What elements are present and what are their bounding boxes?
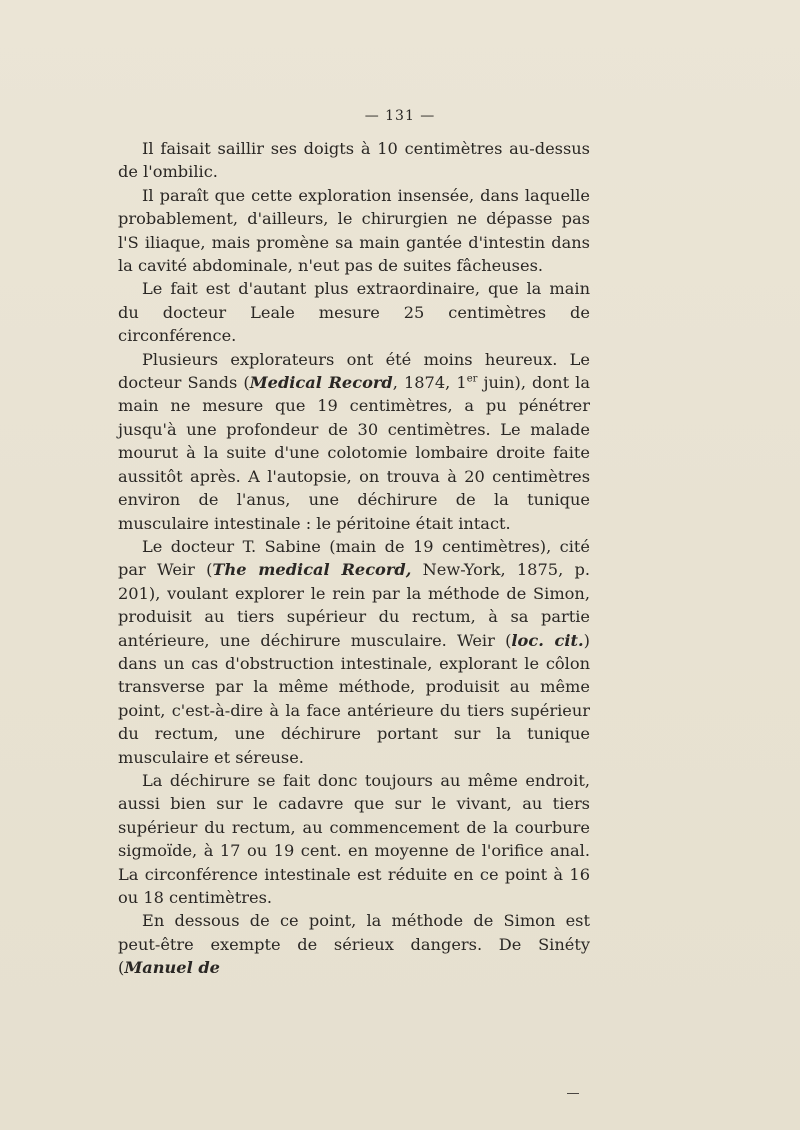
text-run: Le docteur T. Sabine (main de 19 centimètres), cité par Weir (: [118, 536, 590, 580]
text-run: En dessous de ce point, la méthode de Simon est peut-être exempte de sérieux dangers. De Sinéty (: [118, 911, 590, 978]
italic-citation: The medical Record,: [212, 560, 412, 580]
paragraph: [118, 348, 590, 535]
text-run: Plusieurs explorateurs ont été moins heureux. Le docteur Sands (: [118, 349, 590, 393]
text-run: ) dans un cas d'obstruction intestinale, explorant le côlon transverse par la même méthode, produisit au même point, c'est-à-dire à la face antérieure du tiers supérieur du rectum, une déchirure portant sur la tunique musculaire et séreuse.: [118, 630, 590, 767]
superscript: er: [466, 373, 478, 385]
text-run: Il faisait saillir ses doigts à 10 centimètres au-dessus de l'ombilic.: [118, 139, 590, 182]
text-run: juin), dont la main ne mesure que 19 centimètres, a pu pénétrer jusqu'à une profondeur de 30 centimètres. Le malade mourut à la suite d'une colotomie lombaire droite faite aussitôt après. A l'autopsie, on trouva à 20 centimètres environ de l'anus, une déchirure de la tunique musculaire intestinale : le péritoine était intact.: [118, 373, 590, 533]
text-run: La déchirure se fait donc toujours au même endroit, aussi bien sur le cadavre que sur le vivant, au tiers supérieur du rectum, au commencement de la courbure sigmoïde, à 17 ou 19 cent. en moyenne de l'orifice anal. La circonférence intestinale est réduite en ce point à 16 ou 18 centimètres.: [118, 770, 590, 907]
body-text: [118, 137, 590, 980]
text-run: , 1874, 1: [392, 373, 467, 393]
italic-citation: Medical Record: [249, 373, 393, 393]
text-run: Le fait est d'autant plus extraordinaire, que la main du docteur Leale mesure 25 centimètres de circonférence.: [118, 279, 590, 346]
paragraph: [118, 184, 590, 278]
italic-citation: Manuel de: [124, 958, 220, 978]
paragraph: [118, 909, 590, 979]
paragraph: [118, 277, 590, 347]
page-number: — 131 —: [364, 108, 436, 124]
text-run: New-York, 1875, p. 201), voulant explorer le rein par la méthode de Simon, produisit au tiers supérieur du rectum, à sa partie antérieure, une déchirure musculaire. Weir (: [118, 560, 591, 650]
margin-dash: [567, 1093, 579, 1094]
paragraph: [118, 137, 590, 184]
italic-citation: loc. cit.: [511, 630, 584, 650]
paragraph: [118, 769, 590, 909]
paragraph: [118, 535, 590, 769]
text-run: Il paraît que cette exploration insensée, dans laquelle probablement, d'ailleurs, le chirurgien ne dépasse pas l'S iliaque, mais promène sa main gantée d'intestin dans la cavité abdominale, n'eut pas de suites fâcheuses.: [118, 185, 590, 276]
